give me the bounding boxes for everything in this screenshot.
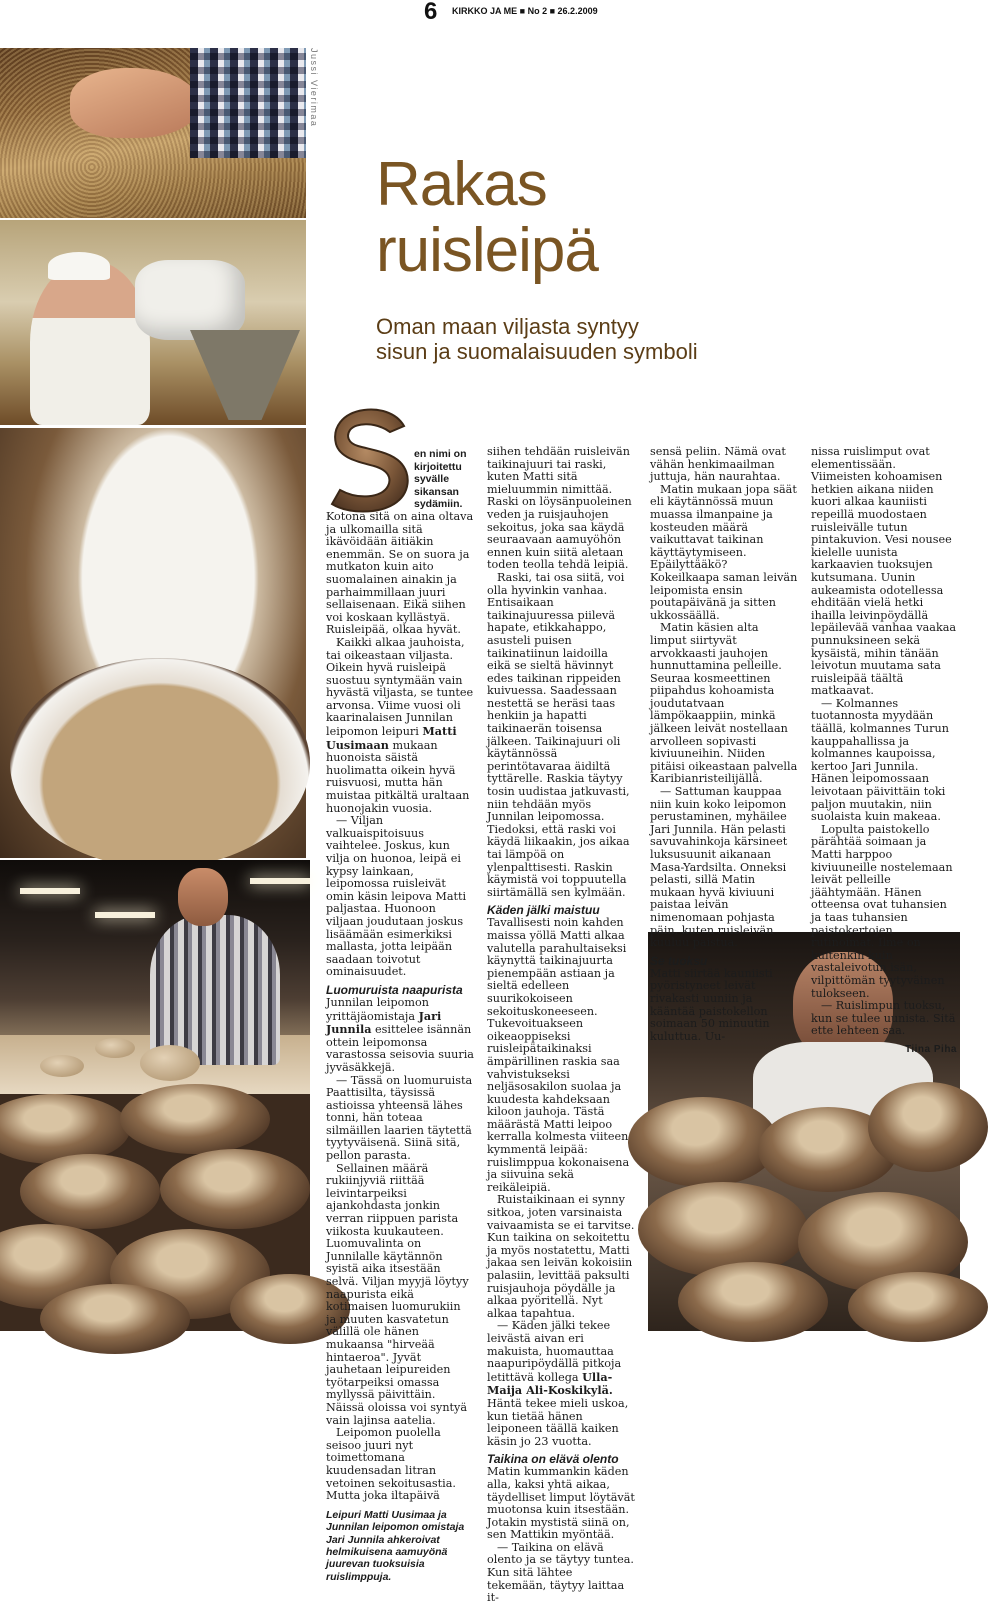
person-name: Ulla-Maija Ali-Koskikylä. [487, 1369, 613, 1398]
issue-info: KIRKKO JA ME ■ No 2 ■ 26.2.2009 [452, 6, 598, 16]
photographer-credit: Jussi Vierimaa [309, 48, 319, 128]
paragraph: — Kolmannes tuotannosta myydään täällä, kolmannes Turun kauppahallissa ja kolmannes kaupoissa, kertoo Jari Junnila. Hänen leipomossaan leivotaan päivittäin toki paljon muutakin, niin suolaista kuin makeaa. [811, 696, 949, 824]
paragraph: Matti siirtää kauniisti pyöristyneet leivät rivakasti uuniin ja kääntää paistokellon soimaan 50 minuutin kuluttua. Uu- [650, 966, 773, 1043]
paragraph: Sellainen määrä rukiinjyviä riittää leivintarpeiksi ajankohdasta jonkin verran riippuen parista viikosta kuukauteen. Luomuvalinta on Junnilalle käytännön syistä aika itsestään selvä. Viljan myyjä löytyy naapurista eikä kotimaisen luomurukiin ja muuten kasvatetun välillä ole hänen mukaansa "hirveää hintaeroa". Jyvät jauhetaan leipureiden työtarpeiksi omassa myllyssä päivittäin. Näissä oloissa voi syntyä vain lajinsa aatelia. [326, 1161, 469, 1427]
section-heading: Taikina on elävä olento [487, 1452, 619, 1467]
paragraph: Matin käsien alta limput siirtyvät arvokkaasti jauhojen hunnuttamina pelleille. Seuraa kosmeettinen piipahdus kohoamista joudutatvaan lämpökaappiin, minkä jälkeen leivät nostellaan arvolleen sopivasti kiviuuneihin. Niiden pitäisi oikeastaan palvella Karibianristeilijällä. [650, 621, 798, 786]
photo-caption: Leipuri Matti Uusimaa ja Junnilan leipomon omistaja Jari Junnila ahkeroivat helmikuisena aamuyönä juurevan tuoksuisia ruislimppuja. [326, 1508, 465, 1583]
photo-baker-pouring [0, 220, 306, 425]
paragraph: — Tässä on luomuruista Paattisilta, täysissä astioissa yhteensä lähes tonni, hän toteaa silmäillen laarien täytettä tyytyväisenä. Siinä sitä, pellon parasta. [326, 1073, 473, 1163]
paragraph: — Taikina on elävä olento ja se täytyy tuntea. Kun sitä lähtee tekemään, täytyy laittaa it- [487, 1540, 634, 1605]
photo-hand-grain [0, 48, 306, 218]
paragraph: Tavallisesti noin kahden maissa yöllä Matti alkaa valutella parahultaiseksi käynyttä taikinajuurta pienempään astiaan ja sieltä edelleen suurikokoiseen sekoituskoneeseen. Tukevoituakseen oikeaoppiseksi ruisleipätaikinaksi ämpärillinen raskia saa vahvistukseksi neljäsosakilon suolaa ja kuudesta kahdeksaan kiloon jauhoja. Tästä määrästä Matti leipoo kerralla kolmesta viiteen kymmentä leipää: ruislimppua kokonaisena ja siivuina sekä reikäleipiä. [487, 916, 630, 1194]
photo-flour-bowls [0, 428, 306, 858]
article-column-2 [487, 446, 635, 1605]
subtitle-line-1: Oman maan viljasta syntyy [376, 314, 639, 339]
paragraph: sensä peliin. Nämä ovat vähän henkimaailman juttuja, hän naurahtaa. [650, 445, 786, 484]
section-heading: Se tuoksu [650, 953, 708, 968]
paragraph: Junnilan leipomon yrittäjäomistaja Jari Junnila esittelee isännän ottein leipomonsa varastossa seisovia suuria jyväsäkkejä. [326, 995, 474, 1074]
paragraph: siihen tehdään ruisleivän taikinajuuri tai raski, kuten Matti sitä mieluummin nimittää. Raski on löysänpuoleinen veden ja ruisjauhojen sekoitus, joka saa käydä seuraavaan aamuyöhön ennen kuin siitä aletaan toden teolla tehdä leipiä. [487, 445, 632, 572]
author-byline: Tiina Piha [904, 1043, 957, 1055]
paragraph: Raski, tai osa siitä, voi olla hyvinkin vanhaa. Entisaikaan taikinajuuressa piilevä hapate, etikkahappo, asusteli puisen taikinatiinun laidoilla eikä se sieltä hävinnyt edes taikinan rippeiden kuivuessa. Saadessaan nestettä se heräsi taas henkiin ja hapatti taikinaerän toisensa jälkeen. Taikinajuuri oli käytännössä perintötavaraa äidiltä tyttärelle. Raskia täytyy tosin uudistaa jatkuvasti, niin tehdään myös Junnilan leipomossa. Tiedoksi, että raski voi käydä liikaakin, jos aikaa tai lämpöä on ylenpalttisesti. Raskin käymistä voi toppuutella siirtämällä sen kylmään. [487, 570, 630, 899]
page-number: 6 [424, 0, 438, 25]
title-line-1: Rakas [376, 150, 547, 219]
subtitle-line-2: sisun ja suomalaisuuden symboli [376, 339, 698, 364]
section-heading: Käden jälki maistuu [487, 903, 600, 918]
article-column-1 [326, 448, 474, 1583]
paragraph: nissa ruislimput ovat elementissään. Viimeisten kohoamisen hetkien aikana niiden kuori alkaa kauniisti repeillä muodostaen ruisleivälle tutun pintakuvion. Vesi nousee kielelle uunista karkaavien tuoksujen kutsumana. Uunin aukeamista odotellessa ehditään vielä hetki ihailla leivinpöydällä lepäilevää vanhaa vaakaa punnuksineen sekä kysäistä, mihin tänään leivotun muutama sata ruisleipää täältä matkaavat. [811, 445, 957, 698]
paragraph: Matin kummankin käden alla, kaksi yhtä aikaa, täydelliset limput löytävät muotonsa kuin itsestään. Jotakin mystistä siinä on, sen Mattikin myöntää. [487, 1465, 635, 1542]
paragraph: Kotona sitä on aina oltava ja ulkomailla sitä ikävöidään äitiäkin enemmän. Se on suora ja mutkaton kuin aito suomalainen ainakin ja parhaimmillaan juuri sellaisenaan. Eikä siihen voi koskaan kyllästyä. Ruisleipää, olkaa hyvät. [326, 509, 474, 637]
photo-baker-kneading [0, 860, 310, 1092]
paragraph: Kaikki alkaa jauhoista, tai oikeastaan viljasta. Oikein hyvä ruisleipä suostuu syntymään vain hyvästä viljasta, se tuntee arvonsa. Viime vuosi oli kaarinalaisen Junnilan leipomon leipuri Matti Uusimaan mukaan huonoista säistä huolimatta oikein hyvä ruisvuosi, mutta hän muistaa pitkältä uraltaan huonojakin vuosia. [326, 635, 474, 815]
section-heading: Luomuruista naapurista [326, 982, 463, 997]
article-subtitle [376, 314, 698, 364]
paragraph: — Viljan valkuaispitoisuus vaihtelee. Joskus, kun vilja on huonoa, leipä ei kypsy lainkaan, leipomossa ruisleivät omin käsin leipova Matti paljastaa. Huonoon viljaan joudutaan joskus lisäämään esimerkiksi mallasta, jotta leipään saadaan toivotut ominaisuudet. [326, 814, 467, 979]
paragraph: — Sattuman kauppaa niin kuin koko leipomon perustaminen, myhäilee Jari Junnila. Hän pelasti savuvahinkoja kärsineet luksusuunit aikanaan Masa-Yardsilta. Onneksi pelasti, sillä Matin mukaan hyvä kiviuuni paistaa leivän nimenomaan pohjasta päin, kuten ruisleivän kuuluu paistua. [650, 785, 788, 950]
paragraph: Matin mukaan jopa säät eli käytännössä muun muassa ilmanpaine ja kosteuden määrä vaikuttavat taikinan käyttäytymiseen. Epäilyttääkö? Kokeilkaapa saman leivän leipomista ensin poutapäivänä ja sitten ukkossäällä. [650, 482, 798, 622]
person-name: Matti Uusimaan [326, 724, 457, 752]
photo-rye-loaves [0, 1094, 310, 1331]
paragraph: Ruistaikinaan ei synny sitkoa, joten varsinaista vaivaamista se ei tarvitse. Kun taikina on sekoitettu ja myös nostatettu, Matti jakaa sen leivän kokoisiin palasiin, levittää paksulti ruisjauhoja pöydälle ja alkaa pyöritellä. Nyt alkaa tapahtua. [487, 1193, 635, 1320]
paragraph: — Ruislimpun tuoksu, kun se tulee uunista. Sitä ette lehteen saa. [811, 999, 956, 1038]
article-title [376, 152, 598, 284]
article-column-4 [811, 446, 957, 1057]
person-name: Jari Junnila [326, 1008, 442, 1037]
article-column-3 [650, 446, 798, 1043]
paragraph: — Käden jälki tekee leivästä aivan eri makuista, huomauttaa naapuripöydällä pitkoja letittävä kollega Ulla-Maija Ali-Koskikylä. Häntä tekee mieli uskoa, kun tietää hänen leiponeen täällä kaiken käsin jo 23 vuotta. [487, 1319, 629, 1448]
paragraph: Lopulta paistokello pärähtää soimaan ja Matti harppoo kiviuuneille nostelemaan leivät pelleille jäähtymään. Hänen otteensa ovat tuhansien ja taas tuhansien paistokertojen rutinoimat. Ilme on kuitenkin kuin vastaleivotun isän, vilpittömän tyytyväinen tulokseen. [811, 822, 953, 1000]
lead-in: en nimi on kirjoitettu syvälle sikansan sydämiin. [414, 448, 467, 511]
title-line-2: ruisleipä [376, 216, 598, 285]
paragraph: Leipomon puolella seisoo juuri nyt toimettomana kuudensadan litran vetoinen sekoitusastia. Mutta joka iltapäivä [326, 1426, 456, 1503]
